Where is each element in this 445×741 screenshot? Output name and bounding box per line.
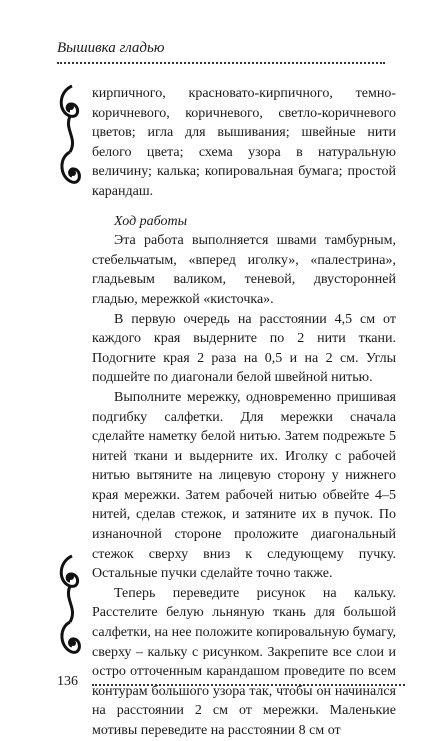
main-text <box>92 84 396 741</box>
header-divider <box>57 62 385 64</box>
running-header: Вышивка гладью <box>57 40 165 56</box>
scroll-ornament-bottom <box>54 552 86 662</box>
scroll-ornament-top <box>54 82 86 192</box>
page-number: 136 <box>57 674 78 689</box>
paragraph-materials: кирпичного, красновато-кирпичного, темно-коричневого, коричневого, светло-коричневого цветов; игла для вышивания; швейные нити белого цвета; схема узора в натуральную величину; калька; копировальная бумага; простой карандаш. <box>92 86 396 199</box>
footer-divider <box>92 684 405 686</box>
section-heading: Ход работы <box>114 213 188 229</box>
paragraph-stitches: Эта работа выполняется швами тамбурным, стебельчатым, «вперед иголку», «палестрина», гладьевым валиком, теневой, двусторонней гладью, мережкой «кисточка». <box>92 233 396 307</box>
paragraph-edges: В первую очередь на расстоянии 4,5 см от каждого края выдерните по 2 нити ткани. Подогните края 2 раза на 0,5 и на 2 см. Углы подшейте по диагонали белой швейной нитью. <box>92 311 396 386</box>
paragraph-transfer: Теперь переведите рисунок на кальку. Расстелите белую льняную ткань для большой салфетки, на нее положите копировальную бумагу, сверху – кальку с рисунком. Закрепите все слои и остро отточенным карандашом проведите по всем контурам большого узора так, чтобы он начинался на расстоянии 2 см от мережки. Маленькие мотивы переведите на расстоянии 8 см от <box>92 585 396 738</box>
paragraph-hemstitch: Выполните мережку, одновременно пришивая подгибку салфетки. Для мережки сначала сделайте наметку белой нитью. Затем подрежьте 5 нитей ткани и выдерните их. Иголку с рабочей нитью вытяните на лицевую сторону у нижнего края мережки. Затем рабочей нитью обвейте 4–5 нитей, сделав стежок, и затяните их в пучок. По изнаночной стороне проложите диагональный стежок сверху вниз к следующему пучку. Остальные пучки сделайте точно также. <box>92 389 396 582</box>
